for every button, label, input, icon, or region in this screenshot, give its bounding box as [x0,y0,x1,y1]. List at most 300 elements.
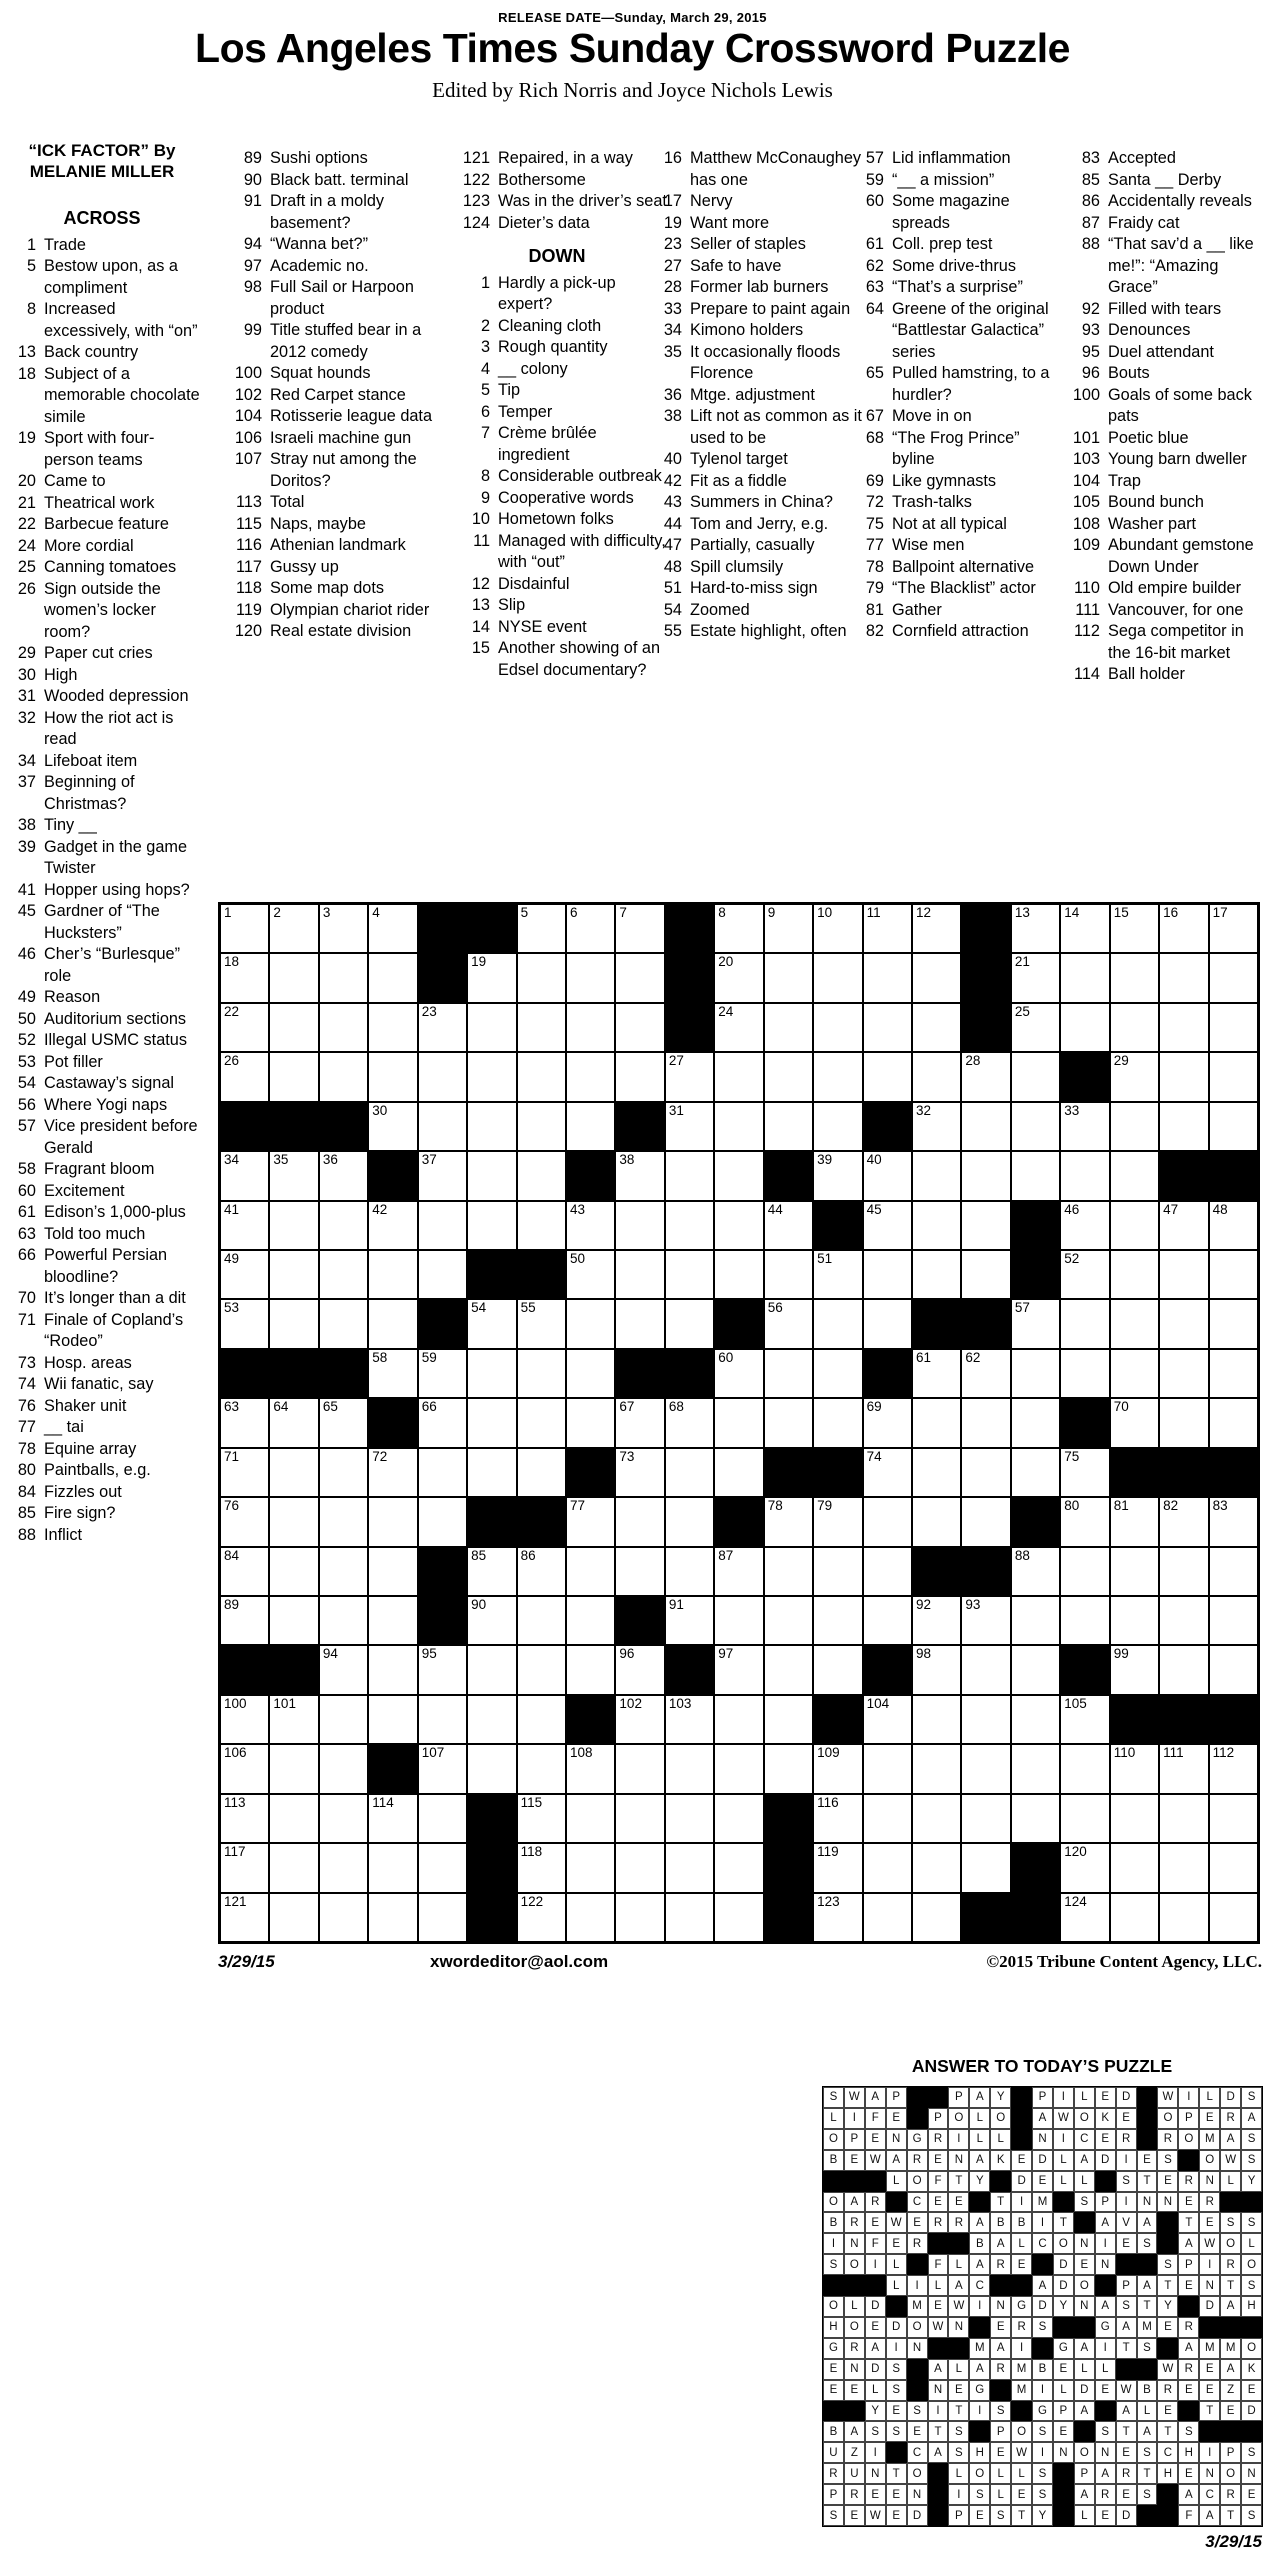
grid-cell[interactable] [368,1547,417,1596]
grid-cell[interactable] [1011,1596,1060,1645]
grid-cell[interactable] [566,1596,615,1645]
grid-cell[interactable] [1060,1102,1109,1151]
grid-cell[interactable] [1209,1497,1258,1546]
grid-cell[interactable] [467,1299,516,1348]
grid-cell[interactable] [1110,1250,1159,1299]
grid-cell[interactable] [615,1744,664,1793]
grid-cell[interactable] [665,1893,714,1942]
grid-cell[interactable] [764,1102,813,1151]
grid-cell[interactable] [912,1448,961,1497]
grid-cell[interactable] [418,1250,467,1299]
grid-cell[interactable] [418,1201,467,1250]
grid-cell[interactable] [1110,1744,1159,1793]
grid-cell[interactable] [665,1497,714,1546]
grid-cell[interactable] [764,1349,813,1398]
grid-cell[interactable] [1110,1349,1159,1398]
grid-cell[interactable] [764,1201,813,1250]
grid-cell[interactable] [863,1843,912,1892]
grid-cell[interactable] [912,1843,961,1892]
grid-cell[interactable] [961,1398,1010,1447]
grid-cell[interactable] [467,1448,516,1497]
grid-cell[interactable] [467,1349,516,1398]
grid-cell[interactable] [813,1003,862,1052]
grid-cell[interactable] [220,1794,269,1843]
grid-cell[interactable] [863,1448,912,1497]
grid-cell[interactable] [961,1102,1010,1151]
grid-cell[interactable] [517,1151,566,1200]
grid-cell[interactable] [517,1695,566,1744]
grid-cell[interactable] [517,1398,566,1447]
grid-cell[interactable] [714,1349,763,1398]
grid-cell[interactable] [368,1596,417,1645]
grid-cell[interactable] [368,1497,417,1546]
grid-cell[interactable] [1209,1744,1258,1793]
grid-cell[interactable] [566,1794,615,1843]
grid-cell[interactable] [1110,1398,1159,1447]
grid-cell[interactable] [1060,1893,1109,1942]
grid-cell[interactable] [269,1201,318,1250]
grid-cell[interactable] [912,1349,961,1398]
grid-cell[interactable] [665,1843,714,1892]
grid-cell[interactable] [1060,1003,1109,1052]
grid-cell[interactable] [813,1645,862,1694]
grid-cell[interactable] [863,1893,912,1942]
grid-cell[interactable] [665,1596,714,1645]
grid-cell[interactable] [517,1052,566,1101]
grid-cell[interactable] [467,1744,516,1793]
grid-cell[interactable] [467,1398,516,1447]
grid-cell[interactable] [863,1299,912,1348]
grid-cell[interactable] [615,1448,664,1497]
grid-cell[interactable] [912,1201,961,1250]
grid-cell[interactable] [1159,904,1208,953]
grid-cell[interactable] [220,1744,269,1793]
grid-cell[interactable] [1159,1102,1208,1151]
grid-cell[interactable] [615,1893,664,1942]
grid-cell[interactable] [665,1448,714,1497]
grid-cell[interactable] [1209,953,1258,1002]
grid-cell[interactable] [912,1893,961,1942]
grid-cell[interactable] [813,1497,862,1546]
grid-cell[interactable] [1159,1201,1208,1250]
grid-cell[interactable] [319,1201,368,1250]
grid-cell[interactable] [813,904,862,953]
grid-cell[interactable] [1209,1398,1258,1447]
grid-cell[interactable] [961,1645,1010,1694]
grid-cell[interactable] [714,1695,763,1744]
grid-cell[interactable] [615,1201,664,1250]
grid-cell[interactable] [615,1695,664,1744]
grid-cell[interactable] [764,1645,813,1694]
grid-cell[interactable] [1060,1794,1109,1843]
grid-cell[interactable] [961,1744,1010,1793]
grid-cell[interactable] [418,1003,467,1052]
grid-cell[interactable] [1110,1151,1159,1200]
grid-cell[interactable] [1060,1250,1109,1299]
grid-cell[interactable] [368,1201,417,1250]
grid-cell[interactable] [269,953,318,1002]
grid-cell[interactable] [566,1645,615,1694]
grid-cell[interactable] [517,1003,566,1052]
grid-cell[interactable] [517,1547,566,1596]
grid-cell[interactable] [269,1794,318,1843]
grid-cell[interactable] [764,1052,813,1101]
grid-cell[interactable] [418,1794,467,1843]
grid-cell[interactable] [269,1003,318,1052]
grid-cell[interactable] [813,1843,862,1892]
grid-cell[interactable] [517,1448,566,1497]
grid-cell[interactable] [961,1596,1010,1645]
grid-cell[interactable] [566,953,615,1002]
grid-cell[interactable] [1110,1201,1159,1250]
grid-cell[interactable] [1209,1893,1258,1942]
grid-cell[interactable] [566,1893,615,1942]
grid-cell[interactable] [714,953,763,1002]
grid-cell[interactable] [714,1596,763,1645]
grid-cell[interactable] [1159,1893,1208,1942]
grid-cell[interactable] [220,1893,269,1942]
grid-cell[interactable] [912,1497,961,1546]
grid-cell[interactable] [1110,1843,1159,1892]
grid-cell[interactable] [319,1695,368,1744]
grid-cell[interactable] [319,1151,368,1200]
grid-cell[interactable] [1060,1596,1109,1645]
grid-cell[interactable] [1209,1003,1258,1052]
grid-cell[interactable] [764,953,813,1002]
grid-cell[interactable] [319,1398,368,1447]
grid-cell[interactable] [467,1003,516,1052]
grid-cell[interactable] [517,1744,566,1793]
grid-cell[interactable] [368,1695,417,1744]
grid-cell[interactable] [1011,1448,1060,1497]
grid-cell[interactable] [764,1547,813,1596]
grid-cell[interactable] [319,1003,368,1052]
grid-cell[interactable] [368,1052,417,1101]
grid-cell[interactable] [912,1052,961,1101]
grid-cell[interactable] [863,1052,912,1101]
grid-cell[interactable] [1209,1250,1258,1299]
grid-cell[interactable] [813,1299,862,1348]
grid-cell[interactable] [764,1695,813,1744]
grid-cell[interactable] [467,1596,516,1645]
grid-cell[interactable] [813,1052,862,1101]
grid-cell[interactable] [813,1744,862,1793]
grid-cell[interactable] [1011,1299,1060,1348]
grid-cell[interactable] [714,1448,763,1497]
grid-cell[interactable] [764,1398,813,1447]
grid-cell[interactable] [418,1398,467,1447]
grid-cell[interactable] [319,1052,368,1101]
grid-cell[interactable] [319,1250,368,1299]
grid-cell[interactable] [467,1695,516,1744]
grid-cell[interactable] [220,1250,269,1299]
grid-cell[interactable] [1159,1547,1208,1596]
grid-cell[interactable] [1110,1794,1159,1843]
grid-cell[interactable] [517,1102,566,1151]
grid-cell[interactable] [1011,1744,1060,1793]
grid-cell[interactable] [863,1201,912,1250]
grid-cell[interactable] [1110,1645,1159,1694]
grid-cell[interactable] [368,1645,417,1694]
grid-cell[interactable] [269,1695,318,1744]
grid-cell[interactable] [764,1299,813,1348]
grid-cell[interactable] [220,904,269,953]
grid-cell[interactable] [269,1893,318,1942]
grid-cell[interactable] [863,1547,912,1596]
grid-cell[interactable] [220,1448,269,1497]
grid-cell[interactable] [665,1547,714,1596]
grid-cell[interactable] [220,1299,269,1348]
grid-cell[interactable] [1110,1102,1159,1151]
grid-cell[interactable] [665,1102,714,1151]
grid-cell[interactable] [1011,1151,1060,1200]
grid-cell[interactable] [269,1744,318,1793]
grid-cell[interactable] [566,1201,615,1250]
grid-cell[interactable] [1209,1299,1258,1348]
grid-cell[interactable] [961,1151,1010,1200]
grid-cell[interactable] [665,1398,714,1447]
grid-cell[interactable] [615,904,664,953]
grid-cell[interactable] [566,1003,615,1052]
grid-cell[interactable] [615,1794,664,1843]
grid-cell[interactable] [566,1843,615,1892]
grid-cell[interactable] [269,1547,318,1596]
grid-cell[interactable] [418,1102,467,1151]
grid-cell[interactable] [912,1250,961,1299]
grid-cell[interactable] [961,1843,1010,1892]
grid-cell[interactable] [714,1744,763,1793]
grid-cell[interactable] [1159,1003,1208,1052]
grid-cell[interactable] [220,1398,269,1447]
grid-cell[interactable] [1159,953,1208,1002]
grid-cell[interactable] [517,1794,566,1843]
grid-cell[interactable] [517,904,566,953]
grid-cell[interactable] [1060,1547,1109,1596]
grid-cell[interactable] [615,1299,664,1348]
grid-cell[interactable] [1011,1794,1060,1843]
grid-cell[interactable] [467,1547,516,1596]
grid-cell[interactable] [665,1744,714,1793]
grid-cell[interactable] [319,1893,368,1942]
grid-cell[interactable] [912,904,961,953]
grid-cell[interactable] [269,1052,318,1101]
grid-cell[interactable] [418,1151,467,1200]
grid-cell[interactable] [665,1299,714,1348]
grid-cell[interactable] [1110,1003,1159,1052]
grid-cell[interactable] [1011,1052,1060,1101]
grid-cell[interactable] [1060,1695,1109,1744]
grid-cell[interactable] [863,1744,912,1793]
grid-cell[interactable] [467,1102,516,1151]
grid-cell[interactable] [764,1744,813,1793]
grid-cell[interactable] [961,1497,1010,1546]
grid-cell[interactable] [517,1893,566,1942]
grid-cell[interactable] [714,1843,763,1892]
grid-cell[interactable] [368,1893,417,1942]
grid-cell[interactable] [714,904,763,953]
grid-cell[interactable] [863,1497,912,1546]
grid-cell[interactable] [269,1596,318,1645]
grid-cell[interactable] [1159,1596,1208,1645]
grid-cell[interactable] [566,1497,615,1546]
grid-cell[interactable] [1110,1299,1159,1348]
grid-cell[interactable] [1159,1349,1208,1398]
grid-cell[interactable] [418,1645,467,1694]
grid-cell[interactable] [418,1843,467,1892]
grid-cell[interactable] [1159,1398,1208,1447]
grid-cell[interactable] [615,1843,664,1892]
grid-cell[interactable] [615,1052,664,1101]
grid-cell[interactable] [1159,1052,1208,1101]
grid-cell[interactable] [467,1151,516,1200]
grid-cell[interactable] [1011,904,1060,953]
grid-cell[interactable] [1060,1497,1109,1546]
grid-cell[interactable] [517,1299,566,1348]
grid-cell[interactable] [1110,1547,1159,1596]
grid-cell[interactable] [714,1102,763,1151]
grid-cell[interactable] [863,1596,912,1645]
grid-cell[interactable] [1060,904,1109,953]
grid-cell[interactable] [1209,1843,1258,1892]
grid-cell[interactable] [764,1003,813,1052]
grid-cell[interactable] [368,1843,417,1892]
grid-cell[interactable] [863,1695,912,1744]
grid-cell[interactable] [467,953,516,1002]
grid-cell[interactable] [1060,953,1109,1002]
grid-cell[interactable] [1060,1151,1109,1200]
grid-cell[interactable] [467,1052,516,1101]
grid-cell[interactable] [1159,1744,1208,1793]
grid-cell[interactable] [566,1102,615,1151]
grid-cell[interactable] [764,1596,813,1645]
grid-cell[interactable] [319,953,368,1002]
grid-cell[interactable] [961,1448,1010,1497]
grid-cell[interactable] [220,1843,269,1892]
grid-cell[interactable] [319,1596,368,1645]
grid-cell[interactable] [1110,1596,1159,1645]
grid-cell[interactable] [319,1448,368,1497]
grid-cell[interactable] [1159,1794,1208,1843]
grid-cell[interactable] [961,1794,1010,1843]
grid-cell[interactable] [220,1201,269,1250]
grid-cell[interactable] [368,1102,417,1151]
grid-cell[interactable] [368,1448,417,1497]
grid-cell[interactable] [615,1497,664,1546]
grid-cell[interactable] [1159,1843,1208,1892]
grid-cell[interactable] [912,1102,961,1151]
grid-cell[interactable] [1011,1645,1060,1694]
grid-cell[interactable] [220,1052,269,1101]
grid-cell[interactable] [813,1349,862,1398]
grid-cell[interactable] [813,1794,862,1843]
grid-cell[interactable] [1011,1003,1060,1052]
grid-cell[interactable] [714,1794,763,1843]
grid-cell[interactable] [566,1349,615,1398]
grid-cell[interactable] [1011,1398,1060,1447]
grid-cell[interactable] [220,1695,269,1744]
grid-cell[interactable] [566,1547,615,1596]
grid-cell[interactable] [813,1250,862,1299]
grid-cell[interactable] [1209,904,1258,953]
grid-cell[interactable] [714,1151,763,1200]
grid-cell[interactable] [566,1250,615,1299]
grid-cell[interactable] [863,1250,912,1299]
grid-cell[interactable] [1209,1794,1258,1843]
grid-cell[interactable] [220,1497,269,1546]
grid-cell[interactable] [813,1547,862,1596]
grid-cell[interactable] [912,1596,961,1645]
grid-cell[interactable] [912,1645,961,1694]
grid-cell[interactable] [714,1893,763,1942]
grid-cell[interactable] [269,1497,318,1546]
grid-cell[interactable] [1209,1596,1258,1645]
grid-cell[interactable] [912,1695,961,1744]
grid-cell[interactable] [1060,1201,1109,1250]
grid-cell[interactable] [1110,953,1159,1002]
grid-cell[interactable] [961,1052,1010,1101]
grid-cell[interactable] [813,1893,862,1942]
grid-cell[interactable] [1159,1497,1208,1546]
grid-cell[interactable] [368,1250,417,1299]
grid-cell[interactable] [269,1843,318,1892]
grid-cell[interactable] [1110,1052,1159,1101]
grid-cell[interactable] [1060,1349,1109,1398]
grid-cell[interactable] [418,1695,467,1744]
grid-cell[interactable] [368,953,417,1002]
grid-cell[interactable] [319,1794,368,1843]
grid-cell[interactable] [813,1102,862,1151]
grid-cell[interactable] [764,1250,813,1299]
grid-cell[interactable] [912,1151,961,1200]
grid-cell[interactable] [961,1250,1010,1299]
grid-cell[interactable] [863,1151,912,1200]
grid-cell[interactable] [764,1497,813,1546]
grid-cell[interactable] [615,1645,664,1694]
grid-cell[interactable] [863,1398,912,1447]
grid-cell[interactable] [220,1151,269,1200]
grid-cell[interactable] [517,1596,566,1645]
grid-cell[interactable] [714,1547,763,1596]
grid-cell[interactable] [220,1003,269,1052]
grid-cell[interactable] [368,1003,417,1052]
grid-cell[interactable] [615,1250,664,1299]
grid-cell[interactable] [863,1003,912,1052]
grid-cell[interactable] [665,1794,714,1843]
grid-cell[interactable] [220,953,269,1002]
grid-cell[interactable] [961,1201,1010,1250]
grid-cell[interactable] [1110,1893,1159,1942]
grid-cell[interactable] [615,1003,664,1052]
grid-cell[interactable] [418,1349,467,1398]
grid-cell[interactable] [517,1201,566,1250]
grid-cell[interactable] [1110,904,1159,953]
grid-cell[interactable] [418,1448,467,1497]
grid-cell[interactable] [220,1596,269,1645]
grid-cell[interactable] [714,1645,763,1694]
grid-cell[interactable] [912,953,961,1002]
grid-cell[interactable] [1209,1102,1258,1151]
grid-cell[interactable] [714,1398,763,1447]
grid-cell[interactable] [517,1843,566,1892]
grid-cell[interactable] [665,1151,714,1200]
grid-cell[interactable] [418,1497,467,1546]
grid-cell[interactable] [368,1349,417,1398]
grid-cell[interactable] [319,1497,368,1546]
grid-cell[interactable] [319,1843,368,1892]
grid-cell[interactable] [1011,1349,1060,1398]
grid-cell[interactable] [418,1893,467,1942]
grid-cell[interactable] [368,904,417,953]
